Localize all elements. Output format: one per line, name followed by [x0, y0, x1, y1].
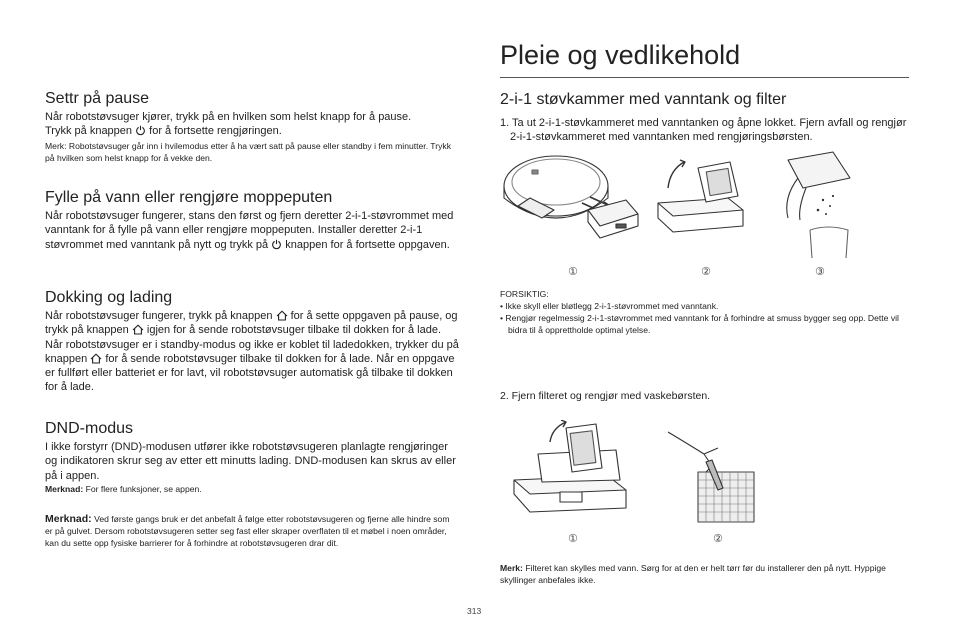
- right-section: [500, 91, 910, 145]
- pause-line2: [45, 124, 460, 138]
- pause-note: Merk: Robotstøvsuger går inn i hvilemodus etter å ha vært satt på pause eller standby i fem minutter. Trykk på hvilken som helst knapp for å vekke den.: [45, 140, 451, 163]
- step2-text: 2. Fjern filteret og rengjør med vaskebørsten.: [500, 390, 711, 402]
- remark-body: Ved første gangs bruk er det anbefalt å følge etter robotstøvsugeren og fjerne alle hindre som er på gulvet. Dersom robotstøvsugeren setter seg fast eller skraper overflaten til et møbel i noen områder, kan du sette opp fysiske barrierer for å forhindre at robotstøvsugeren drar dit.: [45, 514, 450, 548]
- page-title: Pleie og vedlikehold: [500, 40, 741, 70]
- filter-note-label: Merk:: [500, 563, 523, 573]
- caution-title: FORSIKTIG:: [500, 289, 549, 299]
- pause-line2-b: for å fortsette rengjøringen.: [149, 125, 282, 138]
- remark-label: Merknad:: [45, 513, 92, 525]
- dnd-text: I ikke forstyrr (DND)-modusen utfører ikke robotstøvsugeren planlagte rengjøringer og indikatoren skrur seg av etter ett minutts lading. DND-modusen kan skrus av eller på i appen.: [45, 441, 456, 482]
- remark-text: [45, 513, 450, 549]
- section-heading: 2-i-1 støvkammer med vanntank og filter: [500, 91, 787, 108]
- fig1-label-2: ②: [701, 266, 711, 278]
- caution-box: [500, 288, 910, 336]
- dnd-heading: DND-modus: [45, 420, 134, 437]
- home-icon: [276, 310, 288, 321]
- dock-text-3: igjen for å sende robotstøvsuger tilbake til dokken for å lade. Når robotstøvsuger er i standby-modus og ikke er koblet til ladedokken, trykker du på knappen: [45, 324, 459, 365]
- pause-line1: Når robotstøvsuger kjører, trykk på en hvilken som helst knapp for å pause.: [45, 111, 412, 123]
- power-icon: [135, 125, 146, 136]
- dnd-note-text: For flere funksjoner, se appen.: [85, 483, 202, 494]
- figure-2-illustration: [508, 420, 778, 528]
- title-divider: [500, 77, 909, 78]
- figure-1-illustration: [498, 148, 868, 258]
- fill-heading: Fylle på vann eller rengjøre moppeputen: [45, 189, 333, 206]
- fig1-label-3: ③: [815, 266, 825, 278]
- remark-section: [45, 513, 450, 549]
- caution-item: • Ikke skyll eller bløtlegg 2-i-1-støvrommet med vanntank.: [500, 301, 719, 311]
- filter-note-body: Filteret kan skylles med vann. Sørg for at den er helt tørr før du installerer den på nytt. Hyppige skyllinger anbefales ikke.: [500, 563, 886, 585]
- filter-note: [500, 562, 890, 586]
- fill-text-b: knappen for å fortsette oppgaven.: [285, 238, 450, 251]
- fill-text-a: Når robotstøvsuger fungerer, stans den først og fjern deretter 2-i-1-støvrommet med vanntank for å fylle på vann eller rengjøre moppeputen. Installer deretter 2-i-1 støvrommet med vanntank på nytt og trykk på: [45, 210, 454, 251]
- step1-text: 1. Ta ut 2-i-1-støvkammeret med vanntanken og åpne lokket. Fjern avfall og rengjør 2-i-1-støvkammeret med vanntanken med rengjøringsbørsten.: [500, 117, 907, 144]
- fig2-label-1: ①: [568, 533, 578, 545]
- home-icon: [90, 353, 102, 364]
- dock-text-1: Når robotstøvsuger fungerer, trykk på knappen: [45, 310, 273, 322]
- home-icon: [132, 324, 144, 335]
- dock-text: [45, 309, 460, 395]
- dock-heading: Dokking og lading: [45, 289, 173, 306]
- fig1-label-1: ①: [568, 266, 578, 278]
- pause-line2-a: Trykk på knappen: [45, 125, 133, 138]
- dock-text-4: for å sende robotstøvsuger tilbake til dokken for å lade. Når en oppgave er fullført eller batteriet er for lavt, vil robotstøvsuger automatisk gå tilbake til dokken for å lade.: [45, 352, 455, 394]
- dock-section: [45, 289, 460, 395]
- dock-text-2: for å sette oppgaven på pause, og trykk på knappen: [45, 310, 458, 337]
- fig2-label-2: ②: [713, 533, 723, 545]
- dnd-note-label: Merknad:: [45, 483, 84, 494]
- dnd-section: [45, 420, 460, 495]
- caution-item: • Rengjør regelmessig 2-i-1-støvrommet med vanntank for å forhindre at smuss bygger seg opp. Dette vil bidra til å opprettholde optimal ytelse.: [500, 313, 899, 335]
- dnd-note: [45, 483, 460, 495]
- pause-heading: Settr på pause: [45, 90, 150, 107]
- page-number: 313: [467, 606, 482, 616]
- fill-text: [45, 209, 460, 252]
- filter-note-text: [500, 562, 890, 586]
- pause-section: [45, 90, 460, 164]
- fill-section: [45, 189, 460, 252]
- power-icon: [271, 239, 282, 250]
